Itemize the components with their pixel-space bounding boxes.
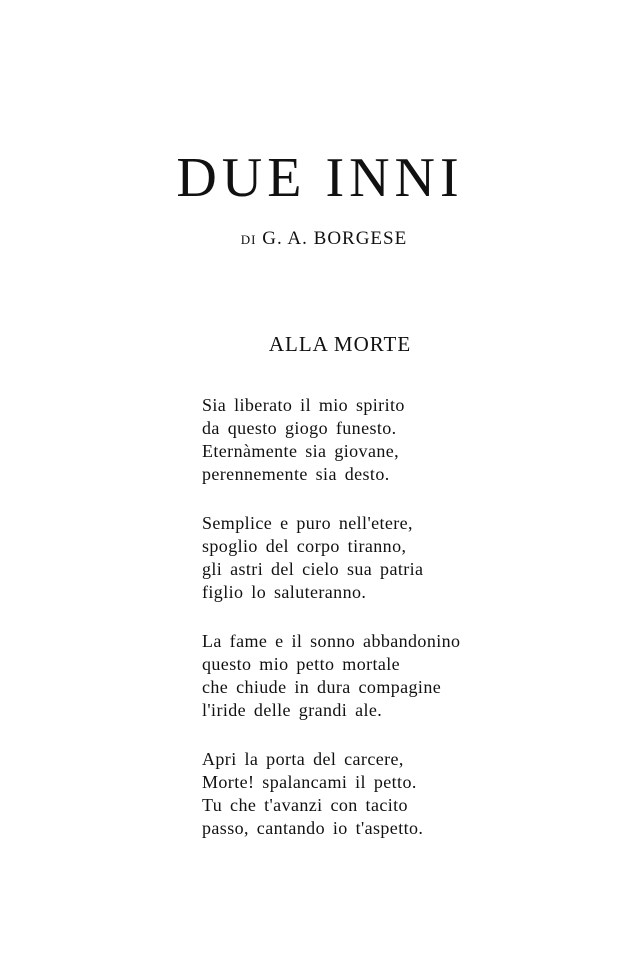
poem-line: questo mio petto mortale xyxy=(202,654,401,674)
poem-line: Tu che t'avanzi con tacito xyxy=(202,795,408,815)
poem-line: figlio lo saluteranno. xyxy=(202,582,367,602)
poem-line: Apri la porta del carcere, xyxy=(202,749,404,769)
poem-line: spoglio del corpo tiranno, xyxy=(202,536,407,556)
poem-line: che chiude in dura compagine xyxy=(202,677,442,697)
stanza-4 xyxy=(202,748,522,840)
byline-author: G. A. BORGESE xyxy=(262,228,408,249)
poem-body xyxy=(202,394,522,866)
poem-line: gli astri del cielo sua patria xyxy=(202,559,424,579)
poem-line: passo, cantando io t'aspetto. xyxy=(202,818,424,838)
page-title: DUE INNI xyxy=(176,147,464,209)
poem-line: Semplice e puro nell'etere, xyxy=(202,513,413,533)
stanza-1 xyxy=(202,394,522,486)
poem-line: Sia liberato il mio spirito xyxy=(202,395,405,415)
byline-prefix: DI xyxy=(240,232,257,247)
stanza-3 xyxy=(202,630,522,722)
byline xyxy=(0,226,640,253)
poem-line: Eternàmente sia giovane, xyxy=(202,441,400,461)
poem-line: Morte! spalancami il petto. xyxy=(202,772,417,792)
poem-line: La fame e il sonno abbandonino xyxy=(202,631,461,651)
poem-line: perennemente sia desto. xyxy=(202,464,390,484)
poem-title: ALLA MORTE xyxy=(268,332,412,356)
poem-line: da questo giogo funesto. xyxy=(202,418,397,438)
stanza-2 xyxy=(202,512,522,604)
poem-line: l'iride delle grandi ale. xyxy=(202,700,383,720)
